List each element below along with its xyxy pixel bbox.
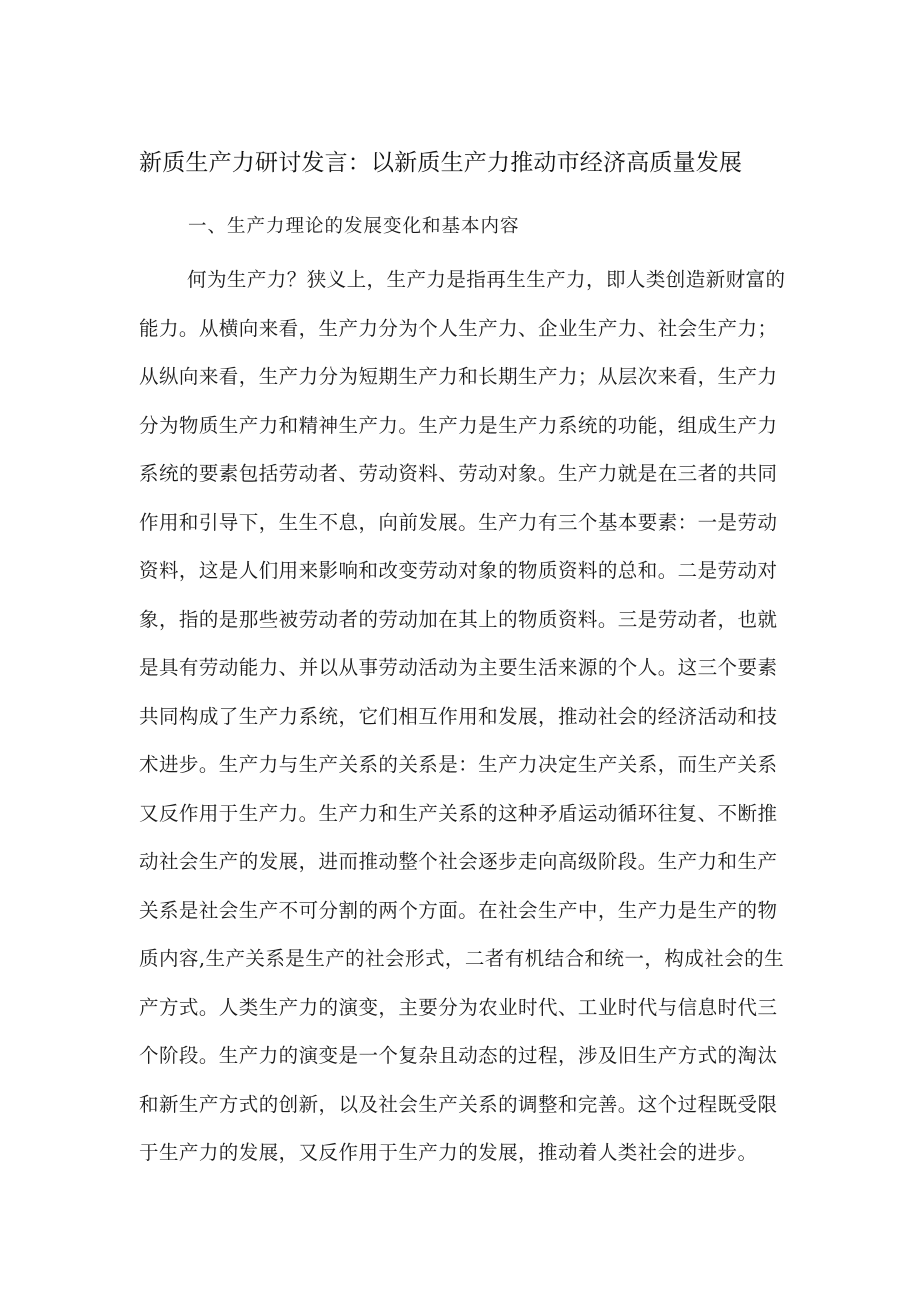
paragraph-line: 和新生产方式的创新，以及社会生产关系的调整和完善。这个过程既受限 (139, 1092, 778, 1116)
paragraph-line: 动社会生产的发展，进而推动整个社会逐步走向高级阶段。生产力和生产 (139, 850, 778, 873)
paragraph-line: 资料，这是人们用来影响和改变劳动对象的物质资料的总和。二是劳动对 (139, 559, 778, 582)
paragraph-line: 个阶段。生产力的演变是一个复杂且动态的过程，涉及旧生产方式的淘汰 (139, 1044, 778, 1067)
paragraph-line: 关系是社会生产不可分割的两个方面。在社会生产中，生产力是生产的物 (139, 898, 778, 922)
body-paragraph (139, 256, 784, 1178)
paragraph-line: 是具有劳动能力、并以从事劳动活动为主要生活来源的个人。这三个要素 (139, 656, 778, 679)
paragraph-line: 又反作用于生产力。生产力和生产关系的这种矛盾运动循环往复、不断推 (139, 801, 778, 825)
section-heading: 一、生产力理论的发展变化和基本内容 (188, 216, 520, 237)
paragraph-line: 象，指的是那些被劳动者的劳动加在其上的物质资料。三是劳动者，也就 (139, 607, 778, 631)
paragraph-line: 于生产力的发展，又反作用于生产力的发展，推动着人类社会的进步。 (139, 1141, 758, 1164)
paragraph-line: 从纵向来看，生产力分为短期生产力和长期生产力；从层次来看，生产力 (139, 365, 778, 388)
paragraph-line: 质内容,生产关系是生产的社会形式，二者有机结合和统一，构成社会的生 (139, 947, 785, 970)
paragraph-line: 术进步。生产力与生产关系的关系是：生产力决定生产关系，而生产关系 (139, 753, 778, 776)
paragraph-line: 共同构成了生产力系统，它们相互作用和发展，推动社会的经济活动和技 (139, 704, 778, 728)
paragraph-line: 作用和引导下，生生不息，向前发展。生产力有三个基本要素：一是劳动 (139, 510, 778, 534)
paragraph-line: 分为物质生产力和精神生产力。生产力是生产力系统的功能，组成生产力 (139, 413, 778, 437)
paragraph-line: 何为生产力？狭义上，生产力是指再生生产力，即人类创造新财富的 (187, 268, 786, 291)
document-title: 新质生产力研讨发言：以新质生产力推动市经济高质量发展 (139, 150, 743, 176)
paragraph-line: 产方式。人类生产力的演变，主要分为农业时代、工业时代与信息时代三 (139, 995, 778, 1019)
paragraph-line: 能力。从横向来看，生产力分为个人生产力、企业生产力、社会生产力； (139, 316, 778, 340)
paragraph-line: 系统的要素包括劳动者、劳动资料、劳动对象。生产力就是在三者的共同 (139, 462, 778, 485)
